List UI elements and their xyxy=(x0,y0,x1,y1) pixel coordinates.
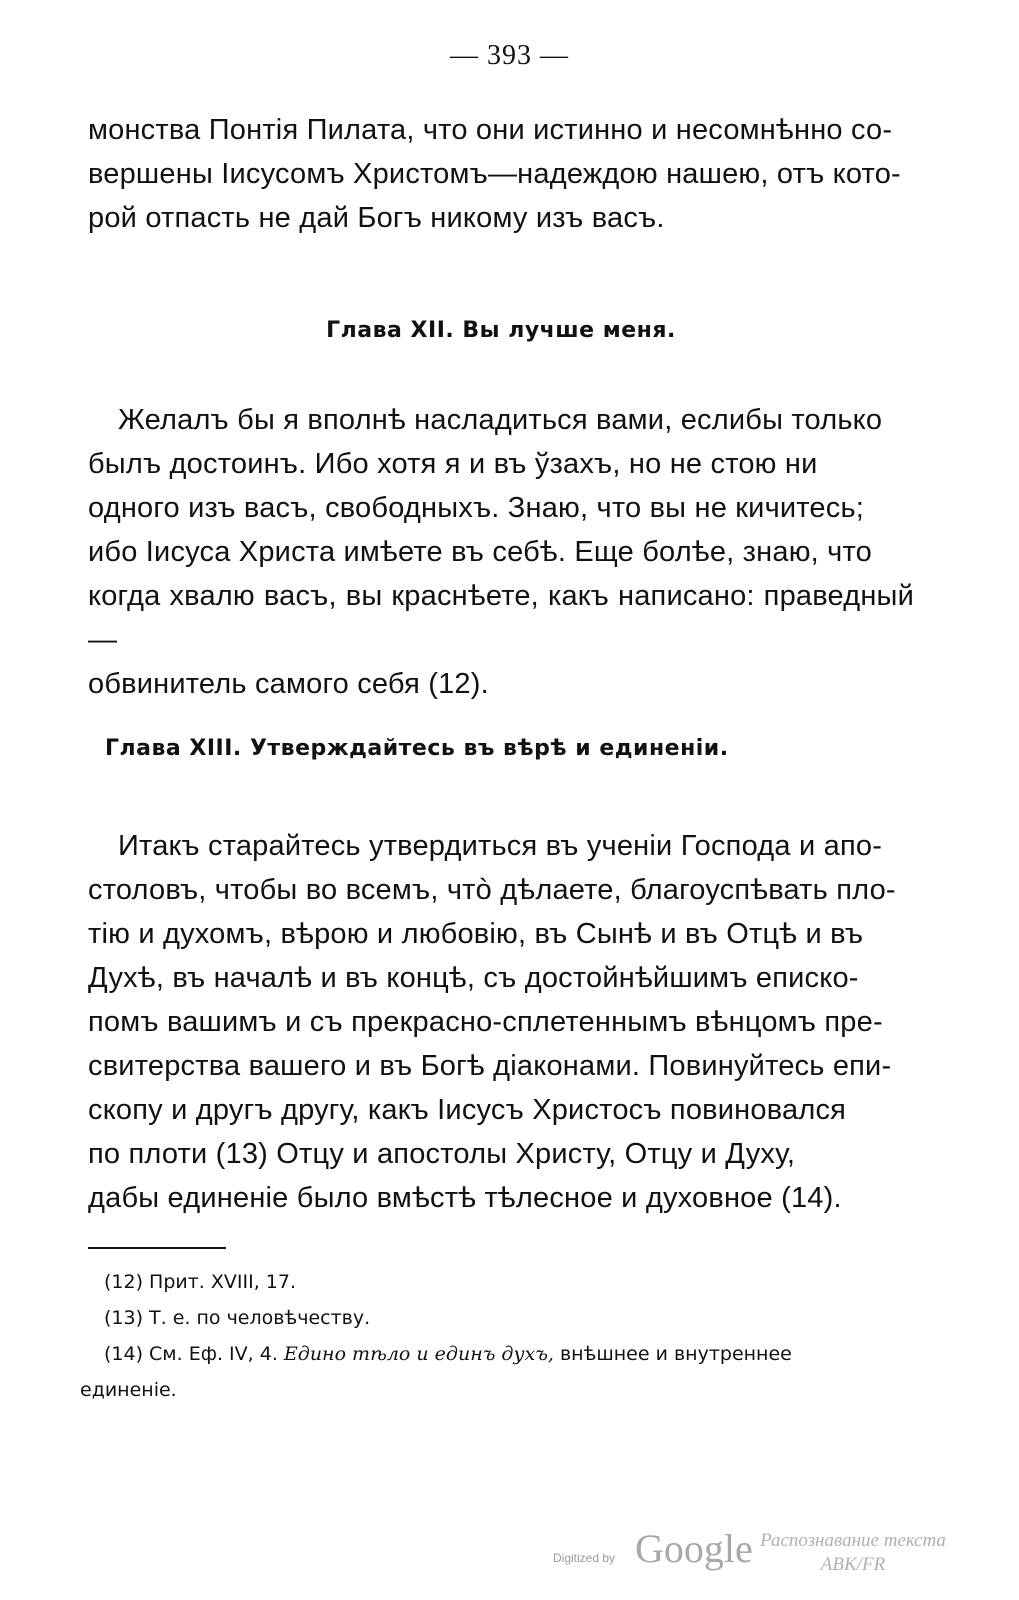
text-line: ибо Іисуса Христа имѣете въ себѣ. Еще болѣе, знаю, что xyxy=(88,536,872,568)
text-line: по плоти (13) Отцу и апостолы Христу, Отцу и Духу, xyxy=(88,1138,796,1170)
text-line: былъ достоинъ. Ибо хотя я и въ ўзахъ, но не стою ни xyxy=(88,448,818,480)
recognition-credit xyxy=(753,1529,953,1577)
text-line: рой отпасть не дай Богъ никому изъ васъ. xyxy=(88,202,665,234)
google-logo: Google xyxy=(635,1526,753,1571)
footnote-14-quote: Едино тѣло и единъ духъ, xyxy=(283,1343,554,1365)
footnote-14-prefix: (14) См. Еф. IV, 4. xyxy=(104,1343,278,1365)
text-line: скопу и другъ другу, какъ Іисусъ Христосъ повиновался xyxy=(88,1094,847,1126)
page-number: — 393 — xyxy=(450,40,569,71)
text-line: тію и духомъ, вѣрою и любовію, въ Сынѣ и въ Отцѣ и въ xyxy=(88,918,864,950)
chapter-13-paragraph xyxy=(88,824,914,1220)
text-line: когда хвалю васъ, вы краснѣете, какъ написано: праведный— xyxy=(88,580,914,656)
text-line: одного изъ васъ, свободныхъ. Знаю, что вы не кичитесь; xyxy=(88,492,865,524)
text-line: вершены Іисусомъ Христомъ—надеждою нашею, отъ кото- xyxy=(88,158,901,190)
text-line: Желалъ бы я вполнѣ насладиться вами, еслибы только xyxy=(118,404,883,436)
text-line: помъ вашимъ и съ прекрасно-сплетеннымъ вѣнцомъ пре- xyxy=(88,1006,883,1038)
footnote-13: (13) Т. е. по человѣчеству. xyxy=(104,1307,371,1329)
text-line: столовъ, чтобы во всемъ, чтò дѣлаете, благоуспѣвать пло- xyxy=(88,874,896,906)
digitized-by-label: Digitized by xyxy=(553,1551,616,1565)
recognition-line-2: ABK/FR xyxy=(820,1554,886,1575)
footnotes xyxy=(80,1264,914,1408)
footnote-divider xyxy=(88,1247,226,1249)
continuation-paragraph xyxy=(88,108,914,240)
footnote-12: (12) Прит. XVIII, 17. xyxy=(104,1271,297,1293)
chapter-12-heading: Глава XII. Вы лучше меня. xyxy=(326,318,676,343)
footnote-14-suffix: внѣшнее и внутреннее xyxy=(559,1343,792,1365)
text-line: монства Понтія Пилата, что они истинно и несомнѣнно со- xyxy=(88,114,893,146)
footnote-14-continuation: единеніе. xyxy=(80,1379,177,1401)
text-line: Духѣ, въ началѣ и въ концѣ, съ достойнѣйшимъ еписко- xyxy=(88,962,859,994)
text-line: Итакъ старайтесь утвердиться въ ученіи Господа и апо- xyxy=(118,830,883,862)
recognition-line-1: Распознавание текста xyxy=(760,1530,946,1551)
footnote-14 xyxy=(104,1336,914,1372)
text-line: дабы единеніе было вмѣстѣ тѣлесное и духовное (14). xyxy=(88,1182,842,1214)
text-line: свитерства вашего и въ Богѣ діаконами. Повинуйтесь епи- xyxy=(88,1050,892,1082)
chapter-12-paragraph xyxy=(88,398,914,706)
chapter-13-heading: Глава XIII. Утверждайтесь въ вѣрѣ и единеніи. xyxy=(105,736,729,761)
text-line: обвинитель самого себя (12). xyxy=(88,668,489,700)
digitization-watermark xyxy=(553,1525,973,1585)
